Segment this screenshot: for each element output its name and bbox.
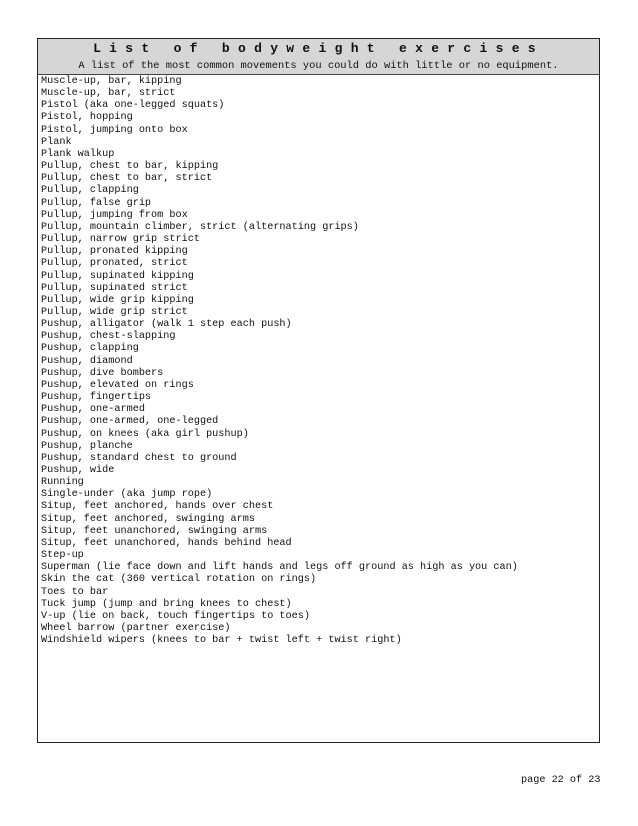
list-item: Pullup, chest to bar, strict xyxy=(41,173,213,185)
list-item: Pushup, planche xyxy=(41,440,133,452)
exercise-table xyxy=(37,38,600,743)
list-item: Pullup, pronated kipping xyxy=(41,246,188,258)
list-item: Pushup, alligator (walk 1 step each push) xyxy=(41,319,292,331)
list-item: Pullup, clapping xyxy=(41,185,139,197)
list-item: Pullup, wide grip kipping xyxy=(41,294,194,306)
list-item: Pushup, clapping xyxy=(41,343,139,355)
list-item: Pistol, jumping onto box xyxy=(41,124,188,136)
list-item: Situp, feet anchored, hands over chest xyxy=(41,501,274,513)
list-item: Pushup, standard chest to ground xyxy=(41,452,237,464)
list-item: Muscle-up, bar, kipping xyxy=(41,76,182,87)
page-number: page 22 of 23 xyxy=(521,775,601,786)
list-item: Windshield wipers (knees to bar + twist left + twist right) xyxy=(41,635,402,647)
list-item: Plank walkup xyxy=(41,148,115,160)
list-item: Situp, feet unanchored, hands behind head xyxy=(41,537,292,549)
list-item: Wheel barrow (partner exercise) xyxy=(41,623,231,635)
exercise-list xyxy=(38,75,599,647)
list-item: Pistol (aka one-legged squats) xyxy=(41,100,225,112)
list-item: Pullup, supinated kipping xyxy=(41,270,194,282)
list-item: Pullup, pronated, strict xyxy=(41,258,188,270)
page-subtitle: A list of the most common movements you could do with little or no equipment. xyxy=(78,60,559,72)
list-item: Pistol, hopping xyxy=(41,112,133,124)
list-item: Situp, feet anchored, swinging arms xyxy=(41,513,255,525)
list-item: Pullup, jumping from box xyxy=(41,209,188,221)
list-item: Pullup, chest to bar, kipping xyxy=(41,161,219,173)
table-header xyxy=(38,39,599,75)
list-item: Superman (lie face down and lift hands and legs off ground as high as you can) xyxy=(41,562,518,574)
list-item: Plank xyxy=(41,136,72,148)
list-item: Pushup, fingertips xyxy=(41,392,152,404)
list-item: Pullup, supinated strict xyxy=(41,282,188,294)
list-item: Pullup, mountain climber, strict (alternating grips) xyxy=(41,221,359,233)
list-item: Pushup, dive bombers xyxy=(41,367,164,379)
list-item: Pushup, chest-slapping xyxy=(41,331,176,343)
list-item: Pullup, false grip xyxy=(41,197,152,209)
list-item: Pushup, elevated on rings xyxy=(41,379,194,391)
list-item: Pullup, wide grip strict xyxy=(41,306,188,318)
list-item: Pushup, one-armed xyxy=(41,404,145,416)
page-title: List of bodyweight exercises xyxy=(93,41,544,56)
list-item: V-up (lie on back, touch fingertips to toes) xyxy=(41,610,310,622)
list-item: Muscle-up, bar, strict xyxy=(41,88,176,100)
list-item: Pullup, narrow grip strict xyxy=(41,234,200,246)
list-item: Pushup, diamond xyxy=(41,355,133,367)
list-item: Step-up xyxy=(41,550,84,562)
list-item: Tuck jump (jump and bring knees to chest) xyxy=(41,598,292,610)
list-item: Running xyxy=(41,477,84,489)
list-item: Single-under (aka jump rope) xyxy=(41,489,213,501)
list-item: Pushup, wide xyxy=(41,465,115,476)
list-item: Pushup, on knees (aka girl pushup) xyxy=(41,428,249,440)
list-item: Situp, feet unanchored, swinging arms xyxy=(41,525,268,537)
list-item: Pushup, one-armed, one-legged xyxy=(41,416,219,428)
list-item: Skin the cat (360 vertical rotation on rings) xyxy=(41,574,317,586)
list-item: Toes to bar xyxy=(41,586,109,598)
